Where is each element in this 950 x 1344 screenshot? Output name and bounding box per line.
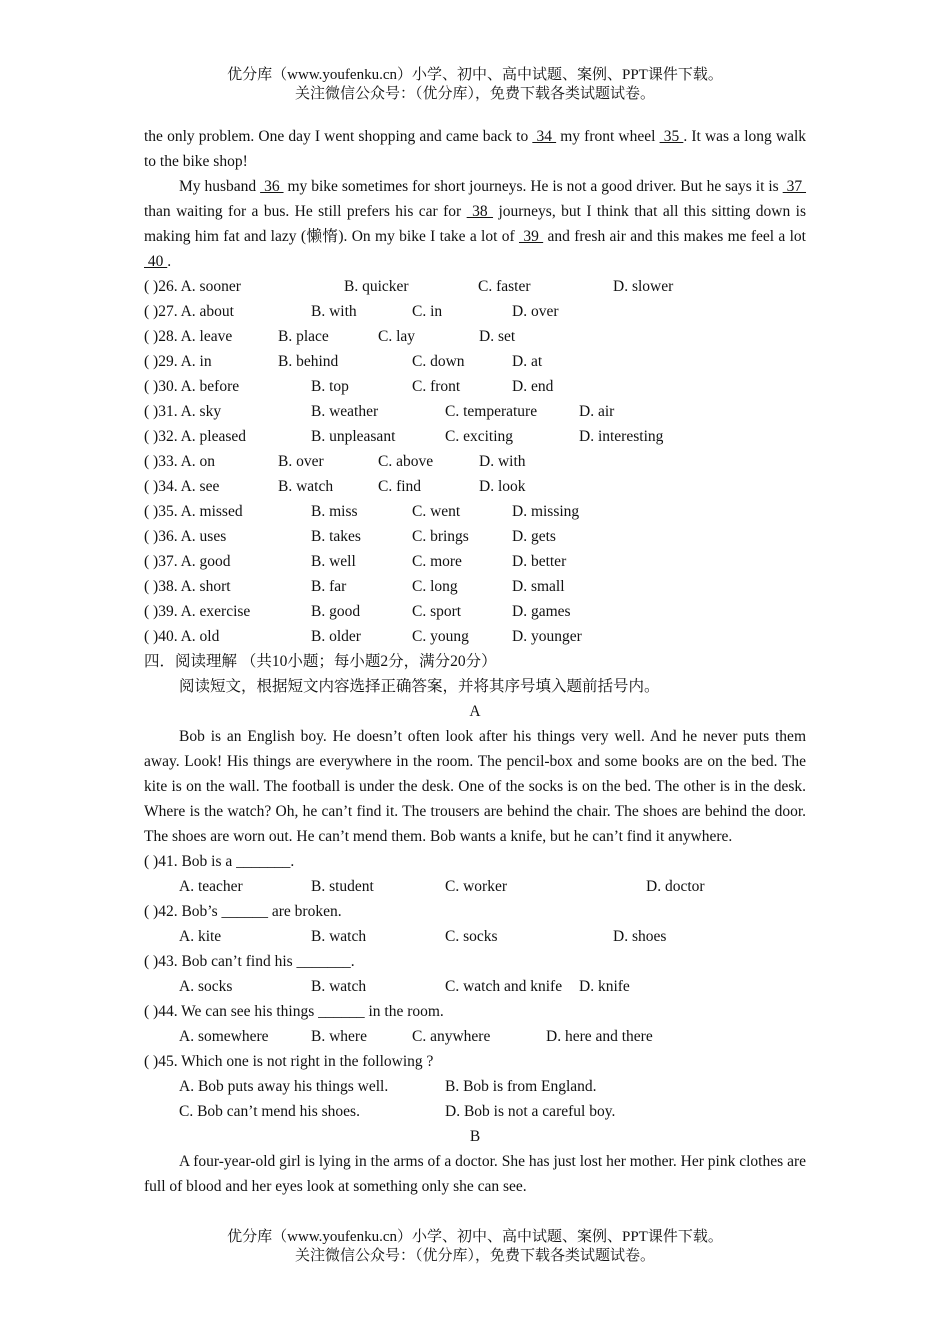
option-a: A. kite <box>179 928 222 945</box>
question-40 <box>144 624 806 649</box>
option-b: B. weather <box>311 403 379 420</box>
question-45-options-2 <box>144 1099 806 1124</box>
option-c: C. down <box>412 353 465 370</box>
blank-34: 34 <box>532 128 557 145</box>
option-c: C. worker <box>445 878 507 895</box>
question-44-stem <box>144 999 806 1024</box>
option-a: ( )36. A. uses <box>144 528 227 545</box>
text: the only problem. One day I went shopping and came back to <box>144 128 533 145</box>
cloze-question-list <box>144 274 806 649</box>
option-d: D. with <box>479 453 526 470</box>
passage-b-text: A four-year-old girl is lying in the arms of a doctor. She has just lost her mother. Her pink clothes are full of blood and her eyes look at something only she can see. <box>144 1153 806 1195</box>
option-a: A. socks <box>179 978 233 995</box>
option-a: ( )37. A. good <box>144 553 231 570</box>
option-c: C. temperature <box>445 403 538 420</box>
blank-39: 39 <box>518 228 544 245</box>
option-d: D. interesting <box>579 428 664 445</box>
question-45-options-1 <box>144 1074 806 1099</box>
text: My husband <box>179 178 261 195</box>
option-a: ( )35. A. missed <box>144 503 243 520</box>
question-26 <box>144 274 806 299</box>
question-41-stem <box>144 849 806 874</box>
question-36 <box>144 524 806 549</box>
section-title: 四．阅读理解 （共10小题；每小题2分，满分20分） <box>144 653 497 670</box>
option-a: A. Bob puts away his things well. <box>179 1078 389 1095</box>
option-c: C. above <box>378 453 434 470</box>
option-c: C. Bob can’t mend his shoes. <box>179 1103 360 1120</box>
text: . It was a long walk to the bike shop! <box>144 128 807 170</box>
option-d: D. slower <box>613 278 674 295</box>
option-b: B. over <box>278 453 324 470</box>
option-d: D. gets <box>512 528 556 545</box>
option-d: D. end <box>512 378 554 395</box>
passage-a-label: A <box>469 703 481 720</box>
option-d: D. better <box>512 553 567 570</box>
question-29 <box>144 349 806 374</box>
option-b: B. well <box>311 553 356 570</box>
passage-b-label: B <box>469 1128 481 1145</box>
option-b: B. top <box>311 378 349 395</box>
option-c: C. lay <box>378 328 416 345</box>
question-38 <box>144 574 806 599</box>
option-b: B. watch <box>311 928 367 945</box>
option-c: C. long <box>412 578 458 595</box>
blank-35: 35 <box>659 128 684 145</box>
question-33 <box>144 449 806 474</box>
option-a: ( )28. A. leave <box>144 328 233 345</box>
question-32 <box>144 424 806 449</box>
cloze-paragraph-2 <box>144 174 806 274</box>
question-stem: ( )44. We can see his things ______ in the room. <box>144 1003 444 1020</box>
option-a: A. teacher <box>179 878 243 895</box>
footer-line-2: 关注微信公众号：（优分库），免费下载各类试题试卷。 <box>294 1248 655 1264</box>
option-b: B. older <box>311 628 361 645</box>
option-c: C. sport <box>412 603 462 620</box>
option-b: B. miss <box>311 503 358 520</box>
option-c: C. went <box>412 503 461 520</box>
question-stem: ( )41. Bob is a _______. <box>144 853 295 870</box>
page-content <box>144 124 806 1199</box>
option-b: B. good <box>311 603 361 620</box>
option-a: ( )29. A. in <box>144 353 212 370</box>
option-d: D. look <box>479 478 526 495</box>
question-35 <box>144 499 806 524</box>
text: journeys, but I think that all this sitting down is making him fat and lazy (懒惰). On my bike I take a lot of <box>144 203 807 245</box>
option-a: ( )30. A. before <box>144 378 240 395</box>
question-34 <box>144 474 806 499</box>
question-27 <box>144 299 806 324</box>
cloze-paragraph-1 <box>144 124 806 174</box>
question-stem: ( )45. Which one is not right in the following ? <box>144 1053 434 1070</box>
question-30 <box>144 374 806 399</box>
option-b: B. where <box>311 1028 367 1045</box>
option-c: C. in <box>412 303 443 320</box>
text: my bike sometimes for short journeys. He is not a good driver. But he says it is <box>283 178 783 195</box>
option-b: B. far <box>311 578 347 595</box>
question-28 <box>144 324 806 349</box>
header-line-1: 优分库（www.youfenku.cn）小学、初中、高中试题、案例、PPT课件下载。 <box>227 67 723 83</box>
option-a: ( )40. A. old <box>144 628 220 645</box>
header-line-2: 关注微信公众号：（优分库），免费下载各类试题试卷。 <box>294 86 655 102</box>
option-c: C. more <box>412 553 462 570</box>
page-footer <box>0 1228 950 1266</box>
blank-37: 37 <box>782 178 807 195</box>
section-instruction: 阅读短文，根据短文内容选择正确答案，并将其序号填入题前括号内。 <box>179 678 660 695</box>
question-44-options <box>144 1024 806 1049</box>
question-stem: ( )42. Bob’s ______ are broken. <box>144 903 342 920</box>
option-b: B. place <box>278 328 329 345</box>
option-d: D. doctor <box>646 878 705 895</box>
question-stem: ( )43. Bob can’t find his _______. <box>144 953 355 970</box>
option-d: D. at <box>512 353 543 370</box>
option-c: C. young <box>412 628 469 645</box>
option-b: B. behind <box>278 353 339 370</box>
question-42-options <box>144 924 806 949</box>
option-a: ( )39. A. exercise <box>144 603 251 620</box>
question-39 <box>144 599 806 624</box>
option-a: ( )33. A. on <box>144 453 216 470</box>
option-b: B. watch <box>278 478 334 495</box>
option-d: D. small <box>512 578 565 595</box>
text: my front wheel <box>556 128 660 145</box>
option-a: ( )34. A. see <box>144 478 220 495</box>
option-c: C. socks <box>445 928 498 945</box>
blank-40: 40 <box>144 253 168 270</box>
passage-a-text: Bob is an English boy. He doesn’t often look after his things very well. And he never puts them away. Look! His things are everywhere in the room. The pencil-box and some books are on the bed. The kite is on the wall. The football is under the desk. One of the socks is on the bed. The other is in the desk. Where is the watch? Oh, he can’t find it. The trousers are behind the chair. The shoes are behind the door. The shoes are worn out. He can’t mend them. Bob wants a knife, but he can’t find it anywhere. <box>144 728 806 845</box>
blank-36: 36 <box>260 178 284 195</box>
option-c: C. front <box>412 378 461 395</box>
option-b: B. watch <box>311 978 367 995</box>
option-a: ( )32. A. pleased <box>144 428 247 445</box>
option-d: D. Bob is not a careful boy. <box>445 1103 616 1120</box>
question-41-options <box>144 874 806 899</box>
option-c: C. exciting <box>445 428 514 445</box>
option-c: C. watch and knife <box>445 978 563 995</box>
option-d: D. set <box>479 328 516 345</box>
footer-line-1: 优分库（www.youfenku.cn）小学、初中、高中试题、案例、PPT课件下载。 <box>227 1229 723 1245</box>
option-b: B. unpleasant <box>311 428 396 445</box>
question-37 <box>144 549 806 574</box>
option-c: C. brings <box>412 528 469 545</box>
option-d: D. younger <box>512 628 582 645</box>
text: . <box>167 253 172 270</box>
option-a: ( )26. A. sooner <box>144 278 241 295</box>
page-header <box>0 66 950 104</box>
option-d: D. here and there <box>546 1028 653 1045</box>
option-d: D. air <box>579 403 615 420</box>
option-b: B. student <box>311 878 374 895</box>
option-d: D. shoes <box>613 928 667 945</box>
question-43-stem <box>144 949 806 974</box>
option-b: B. Bob is from England. <box>445 1078 597 1095</box>
option-a: ( )38. A. short <box>144 578 231 595</box>
question-45-stem <box>144 1049 806 1074</box>
option-a: ( )31. A. sky <box>144 403 222 420</box>
question-31 <box>144 399 806 424</box>
option-b: B. quicker <box>344 278 409 295</box>
option-a: A. somewhere <box>179 1028 269 1045</box>
option-b: B. with <box>311 303 357 320</box>
option-c: C. anywhere <box>412 1028 491 1045</box>
question-43-options <box>144 974 806 999</box>
option-c: C. find <box>378 478 422 495</box>
text: than waiting for a bus. He still prefers his car for <box>144 203 467 220</box>
question-42-stem <box>144 899 806 924</box>
option-d: D. knife <box>579 978 630 995</box>
text: and fresh air and this makes me feel a lot <box>543 228 806 245</box>
option-d: D. games <box>512 603 571 620</box>
option-a: ( )27. A. about <box>144 303 234 320</box>
option-c: C. faster <box>478 278 531 295</box>
option-b: B. takes <box>311 528 361 545</box>
option-d: D. missing <box>512 503 580 520</box>
option-d: D. over <box>512 303 559 320</box>
blank-38: 38 <box>466 203 494 220</box>
